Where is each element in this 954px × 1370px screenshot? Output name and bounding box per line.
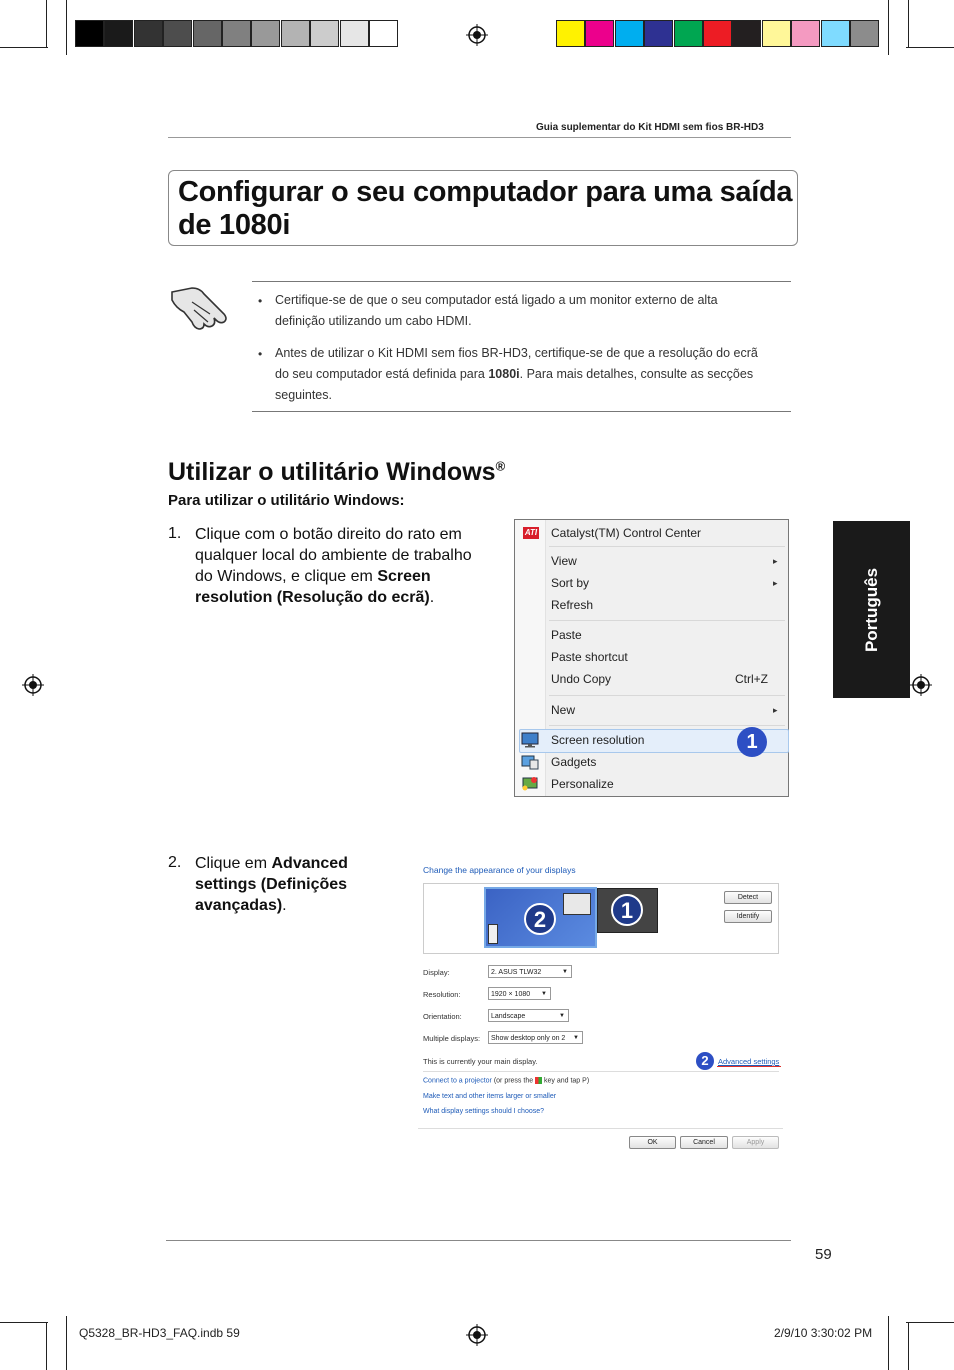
step-bold-term: Screen (377, 568, 431, 585)
page-title-line: de 1080i (178, 209, 291, 241)
menu-separator (549, 620, 785, 621)
step-bold-term: settings (Definições (195, 876, 348, 893)
menu-item-screen-resolution[interactable]: Screen resolution (551, 733, 645, 747)
registration-mark-icon (22, 674, 44, 696)
monitor-icon (521, 732, 539, 748)
apply-button[interactable]: Apply (732, 1136, 779, 1149)
multiple-displays-select[interactable] (488, 1031, 583, 1044)
note-line: seguintes. (275, 388, 332, 402)
calibration-swatch (193, 20, 222, 47)
text-size-link[interactable]: Make text and other items larger or smaller (423, 1093, 557, 1100)
step-bold-term: avançadas) (195, 897, 283, 914)
calibration-swatch (585, 20, 614, 47)
step-text (195, 524, 472, 608)
header-rule (168, 137, 791, 138)
step-bold-term: Advanced (271, 855, 348, 872)
language-tab-label: Português (861, 567, 881, 652)
calibration-swatch (615, 20, 644, 47)
calibration-swatch (644, 20, 673, 47)
calibration-swatch (703, 20, 732, 47)
footer-rule (166, 1240, 791, 1241)
step-line (195, 566, 472, 587)
note-text-run: do seu computador está definida para (275, 367, 489, 381)
monitor-1-number: 1 (611, 894, 643, 926)
running-head: Guia suplementar do Kit HDMI sem fios BR-HD3 (536, 122, 764, 133)
step-line (195, 895, 348, 916)
menu-item-refresh[interactable]: Refresh (551, 598, 594, 612)
calibration-swatch (821, 20, 850, 47)
submenu-arrow-icon: ▸ (773, 578, 778, 588)
registration-mark-icon (910, 674, 932, 696)
calibration-swatch (134, 20, 163, 47)
advanced-settings-link[interactable]: Advanced settings (718, 1057, 780, 1066)
chevron-down-icon: ▼ (562, 969, 568, 975)
menu-item-catalyst[interactable]: Catalyst(TM) Control Center (551, 526, 702, 540)
calibration-swatch (104, 20, 133, 47)
step-line (195, 874, 348, 895)
menu-item-paste-shortcut[interactable]: Paste shortcut (551, 650, 628, 664)
orientation-value: Landscape (491, 1013, 526, 1020)
orientation-label: Orientation: (423, 1012, 462, 1021)
chevron-down-icon: ▼ (559, 1013, 565, 1019)
calibration-swatch (163, 20, 192, 47)
step-text (195, 853, 348, 916)
menu-item-undo-copy[interactable]: Undo Copy (551, 672, 612, 686)
context-menu (514, 519, 789, 797)
resolution-select[interactable] (488, 987, 551, 1000)
personalize-icon (521, 776, 539, 792)
menu-item-sort-by[interactable]: Sort by (551, 576, 590, 590)
menu-item-new[interactable]: New (551, 703, 576, 717)
page-number: 59 (815, 1246, 832, 1263)
multiple-displays-value: Show desktop only on 2 (491, 1035, 566, 1042)
step-line: Clique com o botão direito do rato em (195, 526, 462, 543)
step-text-run: do Windows, e clique em (195, 568, 378, 585)
menu-separator (549, 695, 785, 696)
calibration-swatch (281, 20, 310, 47)
calibration-swatch (369, 20, 398, 47)
calibration-swatch (732, 20, 761, 47)
menu-item-view[interactable]: View (551, 554, 577, 568)
projector-hint-text: key and tap P) (542, 1077, 590, 1085)
resolution-label: Resolution: (423, 990, 461, 999)
section-heading-text: Utilizar o utilitário Windows (168, 458, 496, 486)
registered-mark: ® (495, 458, 506, 474)
orientation-select[interactable] (488, 1009, 569, 1022)
calibration-swatch (791, 20, 820, 47)
monitor-2-number: 2 (524, 903, 556, 935)
registration-mark-icon (466, 24, 488, 46)
menu-item-gadgets[interactable]: Gadgets (551, 755, 597, 769)
step-line: qualquer local do ambiente de trabalho (195, 547, 472, 564)
main-display-note: This is currently your main display. (423, 1057, 538, 1066)
bullet-dot: • (258, 294, 263, 308)
step-bold-term: resolution (Resolução do ecrã) (195, 589, 430, 606)
step-number: 1. (168, 525, 182, 542)
note-line: Antes de utilizar o Kit HDMI sem fios BR-HD3, certifique-se de que a resolução do ecrã (275, 346, 758, 360)
ok-button[interactable]: OK (629, 1136, 676, 1149)
link-underline-highlight (717, 1066, 781, 1067)
note-bold-value: 1080i (488, 367, 520, 381)
menu-item-personalize[interactable]: Personalize (551, 777, 614, 791)
step-line (195, 853, 348, 874)
language-tab (833, 521, 910, 698)
note-bottom-rule (252, 411, 791, 412)
submenu-arrow-icon: ▸ (773, 556, 778, 566)
step-line (195, 587, 472, 608)
print-slug-date: 2/9/10 3:30:02 PM (774, 1326, 873, 1340)
calibration-swatch (850, 20, 879, 47)
windows-logo-icon (535, 1077, 542, 1084)
projector-hint (423, 1077, 589, 1084)
note-bullet (275, 290, 795, 332)
panel-heading: Change the appearance of your displays (423, 865, 576, 875)
calibration-swatch (674, 20, 703, 47)
calibration-swatch (75, 20, 104, 47)
display-settings-help-link[interactable]: What display settings should I choose? (423, 1108, 545, 1115)
panel-divider (423, 1071, 779, 1072)
connect-projector-link[interactable]: Connect to a projector (423, 1077, 492, 1085)
section-subheading: Para utilizar o utilitário Windows: (168, 492, 405, 509)
projector-hint-text: (or press the (491, 1077, 536, 1085)
resolution-value: 1920 × 1080 (491, 991, 531, 998)
display-value: 2. ASUS TLW32 (491, 969, 542, 976)
calibration-swatch (556, 20, 585, 47)
gadgets-icon (521, 754, 539, 770)
multiple-displays-label: Multiple displays: (423, 1034, 481, 1043)
calibration-swatch (222, 20, 251, 47)
note-line: definição utilizando um cabo HDMI. (275, 314, 472, 328)
print-slug-file: Q5328_BR-HD3_FAQ.indb 59 (79, 1326, 240, 1340)
taskbar-preview-icon (488, 924, 498, 944)
display-label: Display: (423, 968, 450, 977)
page-title-line: Configurar o seu computador para uma saída (178, 176, 793, 208)
panel-divider (418, 1128, 783, 1129)
calibration-swatch (310, 20, 339, 47)
detect-button[interactable]: Detect (724, 891, 772, 904)
step-text-run: Clique em (195, 855, 272, 872)
ati-logo-icon: ATI (524, 528, 538, 537)
callout-badge: 1 (737, 727, 767, 757)
taskbar-preview-icon (563, 893, 591, 915)
step-text-run: . (282, 897, 287, 914)
step-number: 2. (168, 854, 182, 871)
hand-pointing-icon (170, 284, 230, 330)
note-line: Certifique-se de que o seu computador está ligado a um monitor externo de alta (275, 293, 718, 307)
menu-separator (549, 725, 785, 726)
chevron-down-icon: ▼ (573, 1035, 579, 1041)
section-heading (168, 458, 505, 487)
page-title (178, 176, 794, 242)
note-top-rule (252, 281, 791, 282)
chevron-down-icon: ▼ (541, 991, 547, 997)
menu-item-paste[interactable]: Paste (551, 628, 582, 642)
callout-badge: 2 (696, 1052, 714, 1070)
menu-separator (549, 546, 785, 547)
display-select[interactable] (488, 965, 572, 978)
calibration-swatch (251, 20, 280, 47)
step-text-run: . (429, 589, 435, 606)
menu-shortcut: Ctrl+Z (735, 672, 768, 686)
cancel-button[interactable]: Cancel (680, 1136, 728, 1149)
bullet-dot: • (258, 347, 263, 361)
registration-mark-icon (466, 1324, 488, 1346)
identify-button[interactable]: Identify (724, 910, 772, 923)
note-text-run: . Para mais detalhes, consulte as secções (519, 367, 754, 381)
note-bullet (275, 343, 795, 406)
note-line (275, 364, 795, 385)
submenu-arrow-icon: ▸ (773, 705, 778, 715)
calibration-swatch (762, 20, 791, 47)
calibration-swatch (340, 20, 369, 47)
